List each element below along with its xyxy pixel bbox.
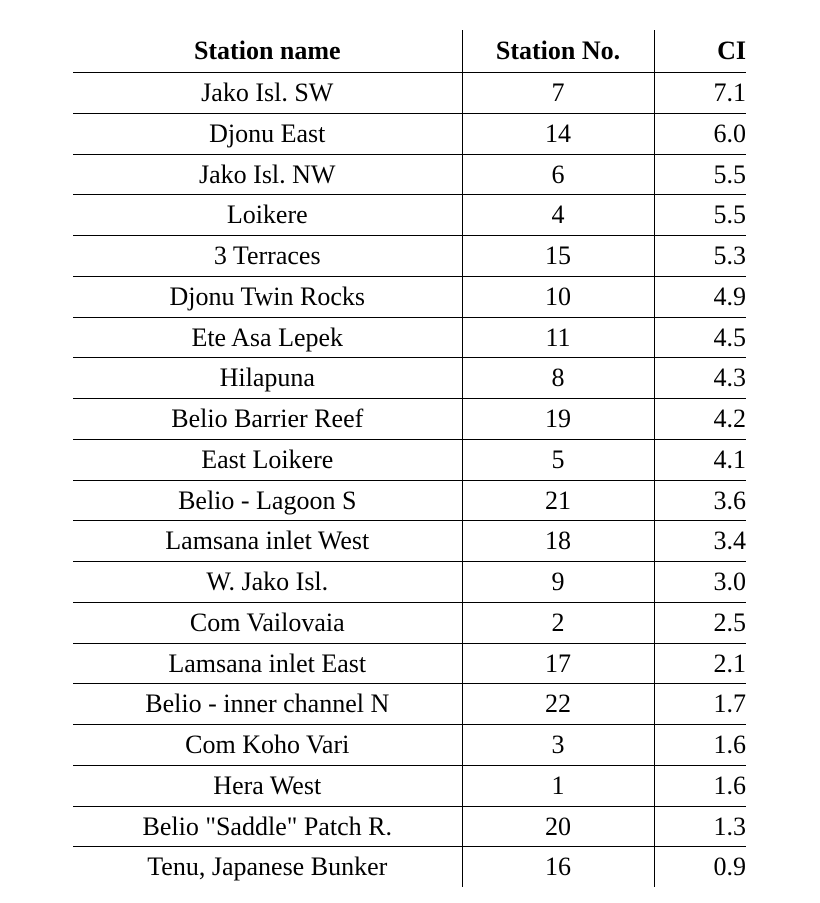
table-row (73, 154, 746, 195)
station-number-cell: 10 (462, 276, 654, 317)
table-row (73, 847, 746, 887)
station-number-cell: 19 (462, 399, 654, 440)
station-number-cell: 2 (462, 602, 654, 643)
station-number-cell: 6 (462, 154, 654, 195)
station-number-cell: 11 (462, 317, 654, 358)
station-number-cell: 18 (462, 521, 654, 562)
station-number-cell: 22 (462, 684, 654, 725)
station-number-cell: 21 (462, 480, 654, 521)
table-row (73, 317, 746, 358)
ci-value-cell: 2.5 (654, 602, 746, 643)
station-name-cell: Ete Asa Lepek (73, 317, 462, 358)
station-name-cell: Hera West (73, 765, 462, 806)
station-number-cell: 17 (462, 643, 654, 684)
station-name-cell: Djonu East (73, 113, 462, 154)
station-name-cell: Tenu, Japanese Bunker (73, 847, 462, 887)
station-name-cell: East Loikere (73, 439, 462, 480)
station-number-cell: 15 (462, 236, 654, 277)
ci-value-cell: 3.6 (654, 480, 746, 521)
table-row (73, 195, 746, 236)
station-number-cell: 9 (462, 562, 654, 603)
ci-value-cell: 4.9 (654, 276, 746, 317)
table-row (73, 113, 746, 154)
ci-value-cell: 1.6 (654, 765, 746, 806)
ci-value-cell: 3.4 (654, 521, 746, 562)
ci-value-cell: 3.0 (654, 562, 746, 603)
station-number-cell: 3 (462, 725, 654, 766)
station-name-cell: Djonu Twin Rocks (73, 276, 462, 317)
station-name-cell: Belio "Saddle" Patch R. (73, 806, 462, 847)
table-row (73, 521, 746, 562)
table-row (73, 562, 746, 603)
table-row (73, 725, 746, 766)
table-body (73, 73, 746, 888)
table-row (73, 399, 746, 440)
table-row (73, 480, 746, 521)
table-row (73, 602, 746, 643)
station-table (73, 30, 746, 887)
ci-value-cell: 1.3 (654, 806, 746, 847)
ci-value-cell: 7.1 (654, 73, 746, 114)
ci-value-cell: 4.3 (654, 358, 746, 399)
station-name-cell: Belio - Lagoon S (73, 480, 462, 521)
table-row (73, 439, 746, 480)
header-row (73, 30, 746, 73)
ci-value-cell: 1.6 (654, 725, 746, 766)
header-ci: CI (654, 30, 746, 73)
table-row (73, 806, 746, 847)
station-name-cell: Loikere (73, 195, 462, 236)
station-name-cell: Hilapuna (73, 358, 462, 399)
station-number-cell: 7 (462, 73, 654, 114)
station-number-cell: 16 (462, 847, 654, 887)
ci-value-cell: 5.5 (654, 154, 746, 195)
station-name-cell: W. Jako Isl. (73, 562, 462, 603)
ci-value-cell: 4.2 (654, 399, 746, 440)
ci-value-cell: 0.9 (713, 852, 746, 882)
ci-value-cell: 1.7 (654, 684, 746, 725)
station-name-cell: Com Koho Vari (73, 725, 462, 766)
station-number-cell: 14 (462, 113, 654, 154)
station-name-cell: 3 Terraces (73, 236, 462, 277)
station-number-cell: 20 (462, 806, 654, 847)
table-row (73, 358, 746, 399)
station-number-cell: 4 (462, 195, 654, 236)
station-number-cell: 5 (462, 439, 654, 480)
station-name-cell: Com Vailovaia (73, 602, 462, 643)
ci-value-cell: 4.5 (654, 317, 746, 358)
ci-value-cell: 5.3 (654, 236, 746, 277)
table-row (73, 765, 746, 806)
table-row (73, 684, 746, 725)
table-row (73, 276, 746, 317)
station-name-cell: Lamsana inlet West (73, 521, 462, 562)
table-header (73, 30, 746, 73)
station-name-cell: Jako Isl. SW (73, 73, 462, 114)
header-station-name: Station name (73, 30, 462, 73)
table-row (73, 236, 746, 277)
station-number-cell: 1 (462, 765, 654, 806)
station-name-cell: Lamsana inlet East (73, 643, 462, 684)
ci-value-cell: 5.5 (654, 195, 746, 236)
header-station-number: Station No. (462, 30, 654, 73)
station-name-cell: Belio - inner channel N (73, 684, 462, 725)
table-row (73, 643, 746, 684)
ci-value-cell: 4.1 (654, 439, 746, 480)
table-row (73, 73, 746, 114)
station-name-cell: Jako Isl. NW (73, 154, 462, 195)
ci-value-cell: 2.1 (654, 643, 746, 684)
ci-value-cell: 6.0 (654, 113, 746, 154)
station-name-cell: Belio Barrier Reef (73, 399, 462, 440)
station-number-cell: 8 (462, 358, 654, 399)
